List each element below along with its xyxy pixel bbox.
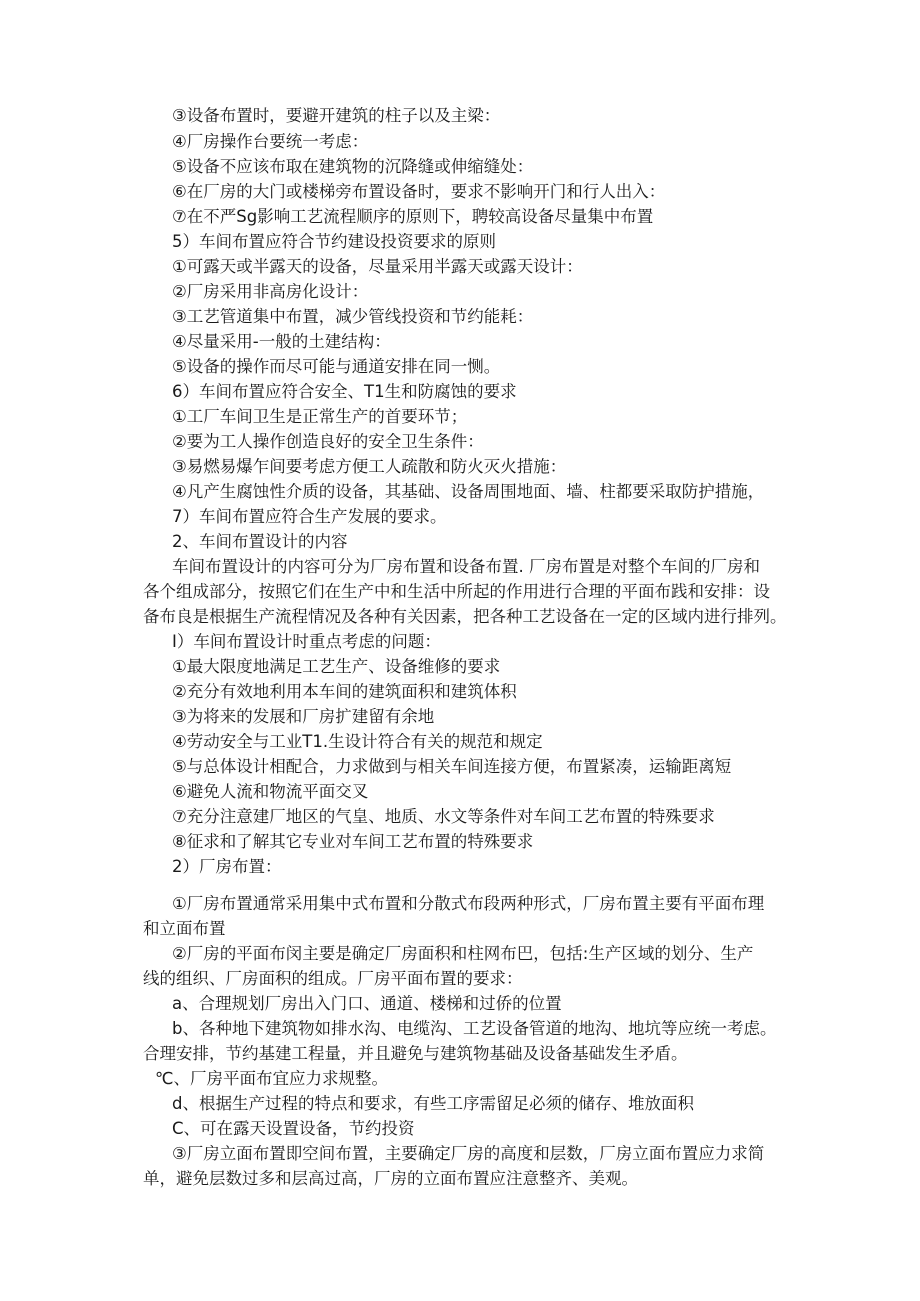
text-line: ⑦在不严Sg影响工艺流程顺序的原则下，聘较高设备尽量集中布置: [172, 207, 654, 226]
paragraph-line: ②厂房的平面布闵主要是确定厂房面积和柱网布巴，包括:生产区域的划分、生产: [172, 944, 754, 963]
text-line: b、各种地下建筑物如排水沟、电缆沟、工艺设备管道的地沟、地坑等应统一考虑。: [172, 1019, 777, 1038]
text-line: ④凡产生腐蚀性介质的设备，其基础、设备周围地面、墙、柱都要采取防护措施，: [172, 482, 765, 501]
text-line: d、根据生产过程的特点和要求，有些工序需留足必须的储存、堆放面积: [172, 1094, 694, 1113]
text-line: ②充分有效地利用本车间的建筑面积和建筑体积: [172, 682, 517, 701]
text-line: ⑦充分注意建厂地区的气皇、地质、水文等条件对车间工艺布置的特殊要求: [172, 807, 715, 826]
text-line: ⑤与总体设计相配合，力求做到与相关车间连接方便，布置紧凑，运输距离短: [172, 757, 732, 776]
text-line: ①工厂车间卫生是正常生产的首要环节；: [172, 407, 468, 426]
text-line: ④尽量采用-一般的土建结构：: [172, 332, 391, 351]
text-line: C、可在露天设置设备，节约投资: [172, 1119, 415, 1138]
text-line: ④劳动安全与工业T1.生设计符合有关的规范和规定: [172, 732, 543, 751]
section-heading: 7）车间布置应符合生产发展的要求。: [172, 507, 447, 526]
text-line: ③为将来的发展和厂房扩建留有余地: [172, 707, 435, 726]
text-line: ③工艺管道集中布置，减少管线投资和节约能耗：: [172, 307, 534, 326]
text-line: ⑥在厂房的大门或楼梯旁布置设备时，要求不影响开门和行人出入：: [172, 182, 666, 201]
section-heading: I）车间布置设计时重点考虑的问题：: [172, 632, 441, 651]
section-heading: 6）车间布置应符合安全、T1生和防腐蚀的要求: [172, 382, 517, 401]
paragraph-line: 各个组成部分，按照它们在生产中和生活中所起的作用进行合理的平面布践和安排：设: [143, 582, 770, 601]
text-line: ⑤设备不应该布取在建筑物的沉降缝或伸缩缝处：: [172, 157, 534, 176]
paragraph-line: 车间布置设计的内容可分为厂房布置和设备布置. 厂房布置是对整个车间的厂房和: [172, 557, 760, 576]
text-line: ②厂房采用非高房化设计：: [172, 282, 369, 301]
paragraph-line: 线的组织、厂房面积的组成。厂房平面布置的要求：: [143, 969, 523, 988]
section-heading: 5）车间布置应符合节约建设投资要求的原则: [172, 232, 496, 251]
text-line: ①最大限度地满足工艺生产、设备维修的要求: [172, 657, 501, 676]
text-line: ④厂房操作台要统一考虑：: [172, 132, 369, 151]
text-line: ⑥避免人流和物流平面交叉: [172, 782, 369, 801]
text-line: 合理安排，节约基建工程量，并且避免与建筑物基础及设备基础发生矛盾。: [143, 1044, 688, 1063]
paragraph-line: ①厂房布置通常采用集中式布置和分散式布段两种形式，厂房布置主要有平面布理: [172, 894, 765, 913]
section-heading: 2）厂房布置：: [172, 857, 282, 876]
text-line: ③易燃易爆乍间要考虑方便工人疏散和防火灭火措施：: [172, 457, 567, 476]
paragraph-line: 备布良是根据生产流程情况及各种有关因素，把各种工艺设备在一定的区域内进行排列。: [143, 607, 787, 626]
paragraph-line: 单，避免层数过多和层高过高，厂房的立面布置应注意整齐、美观。: [143, 1169, 638, 1188]
paragraph-line: ③厂房立面布置即空间布置，主要确定厂房的高度和层数，厂房立面布置应力求简: [172, 1144, 765, 1163]
text-line: ⑧征求和了解其它专业对车间工艺布置的特殊要求: [172, 832, 534, 851]
paragraph-line: 和立面布置: [143, 919, 226, 938]
section-heading: 2、车间布置设计的内容: [172, 532, 348, 551]
text-line: ③设备布置时，要避开建筑的柱子以及主梁：: [172, 106, 501, 125]
text-line: a、合理规划厂房出入门口、通道、楼梯和过侨的位置: [172, 994, 562, 1013]
text-line: ℃、厂房平面布宜应力求规整。: [155, 1069, 389, 1088]
text-line: ⑤设备的操作而尽可能与通道安排在同一恻。: [172, 357, 501, 376]
text-line: ②要为工人操作创造良好的安全卫生条件：: [172, 432, 484, 451]
text-line: ①可露天或半露天的设备，尽量采用半露天或露天设计：: [172, 257, 583, 276]
